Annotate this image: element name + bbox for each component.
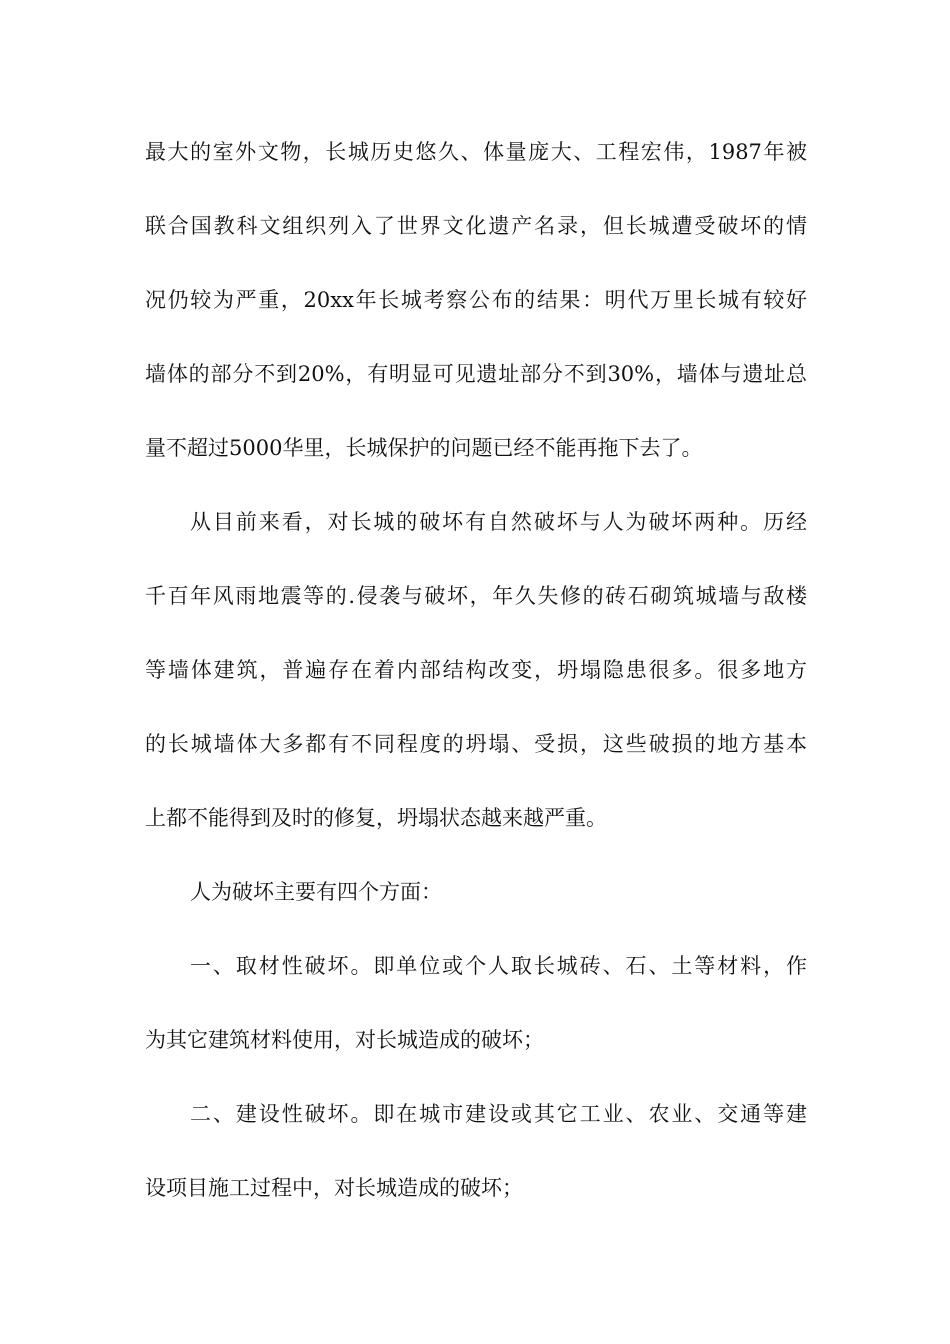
paragraph-line: 从目前来看，对长城的破坏有自然破坏与人为破坏两种。历经 — [190, 510, 807, 534]
paragraph-line: 二、建设性破坏。即在城市建设或其它工业、农业、交通等建 — [190, 1102, 807, 1126]
paragraph-line: 为其它建筑材料使用，对长城造成的破坏； — [145, 1028, 544, 1052]
paragraph-line: 况仍较为严重，20xx年长城考察公布的结果：明代万里长城有较好 — [145, 288, 807, 312]
paragraph-line: 人为破坏主要有四个方面： — [190, 880, 442, 904]
paragraph-line: 千百年风雨地震等的.侵袭与破坏，年久失修的砖石砌筑城墙与敌楼 — [145, 584, 807, 608]
paragraph-line: 联合国教科文组织列入了世界文化遗产名录，但长城遭受破坏的情 — [145, 214, 807, 238]
paragraph-line: 设项目施工过程中，对长城造成的破坏； — [145, 1176, 523, 1200]
paragraph-line: 墙体的部分不到20%，有明显可见遗址部分不到30%，墙体与遗址总 — [145, 362, 807, 386]
paragraph-line: 最大的室外文物，长城历史悠久、体量庞大、工程宏伟，1987年被 — [145, 140, 807, 164]
paragraph-line: 量不超过5000华里，长城保护的问题已经不能再拖下去了。 — [145, 436, 703, 460]
paragraph-line: 的长城墙体大多都有不同程度的坍塌、受损，这些破损的地方基本 — [145, 732, 807, 756]
paragraph-line: 上都不能得到及时的修复，坍塌状态越来越严重。 — [145, 806, 607, 830]
paragraph-line: 等墙体建筑，普遍存在着内部结构改变，坍塌隐患很多。很多地方 — [145, 658, 807, 682]
paragraph-line: 一、取材性破坏。即单位或个人取长城砖、石、土等材料，作 — [190, 954, 807, 978]
